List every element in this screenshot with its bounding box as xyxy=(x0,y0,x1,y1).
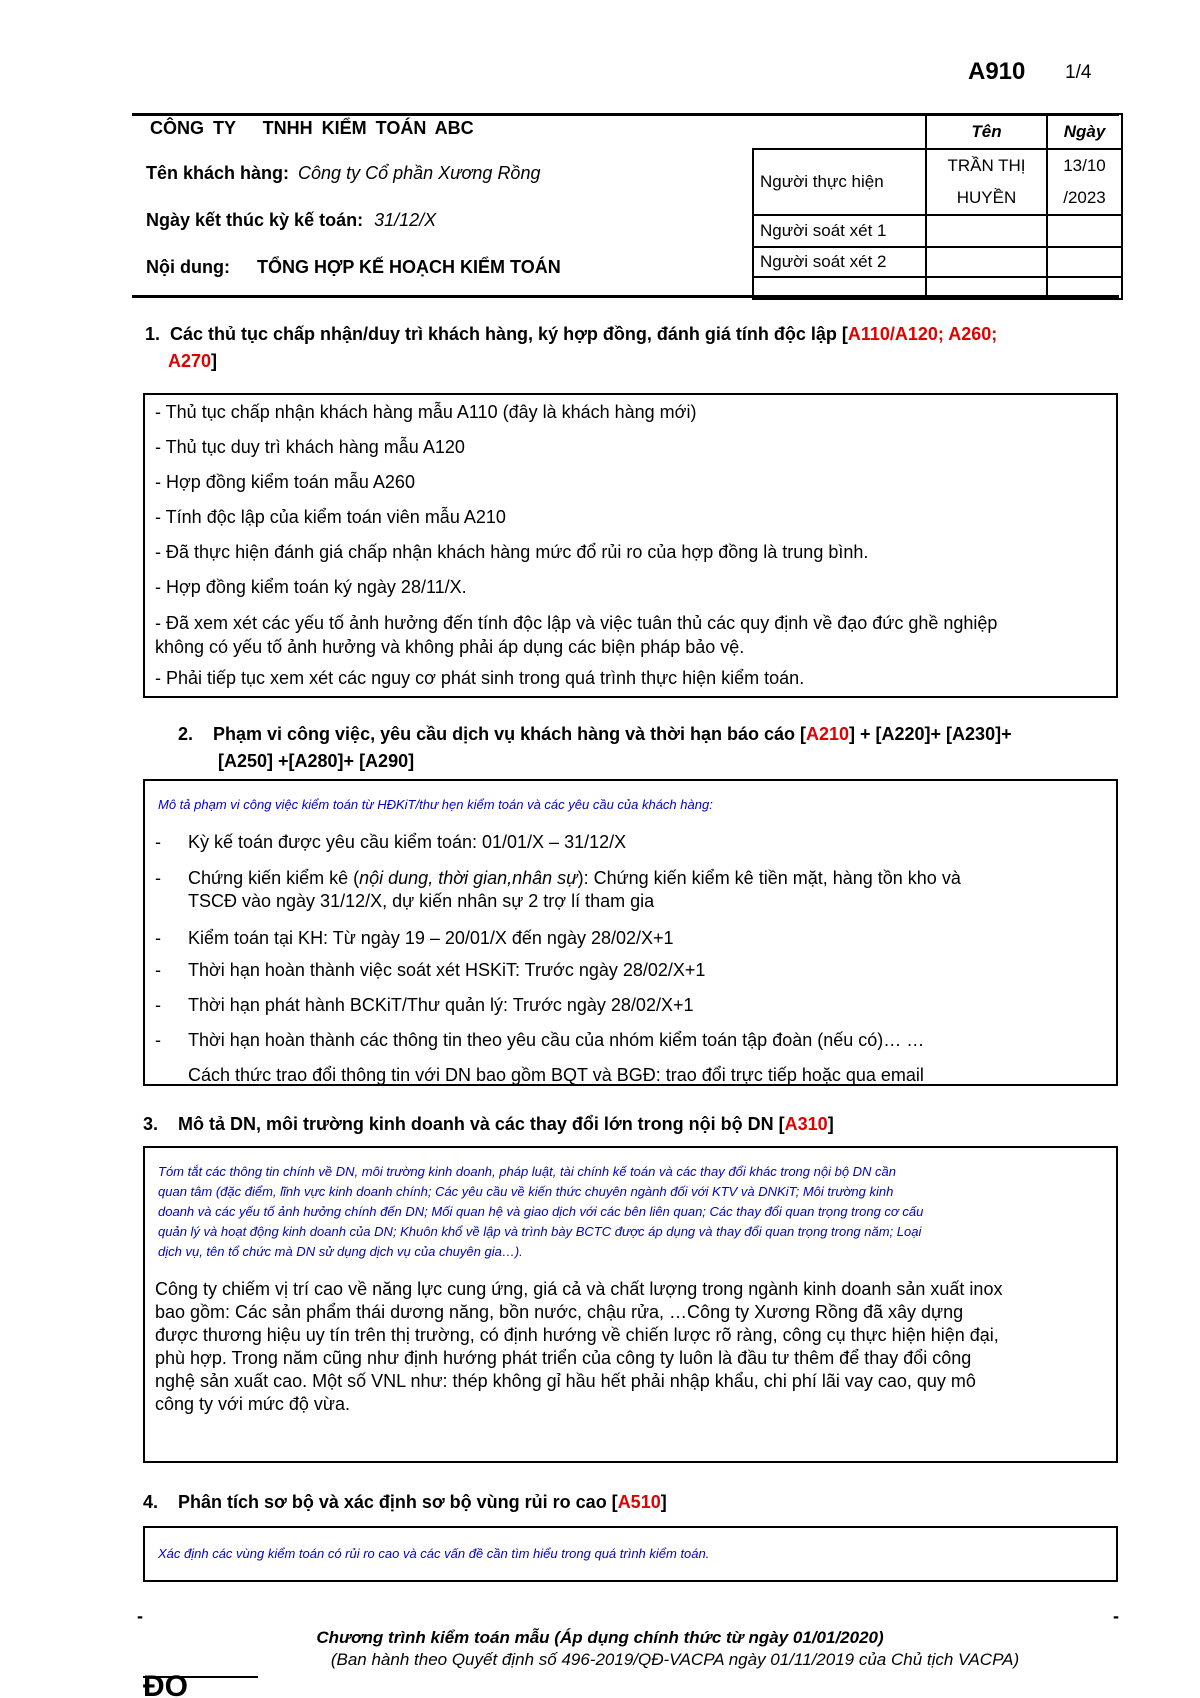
section4-ref: A510 xyxy=(617,1492,661,1512)
section3-note xyxy=(158,1162,1113,1262)
section4-note: Xác định các vùng kiểm toán có rủi ro cao và các vấn đề cần tìm hiểu trong quá trình kiểm toán. xyxy=(158,1546,710,1561)
footer-dash-right: - xyxy=(1113,1606,1119,1626)
section2-ref: A210 xyxy=(805,724,850,744)
section4-box xyxy=(143,1526,1118,1582)
section1-title-text: 1. Các thủ tục chấp nhận/duy trì khách hàng, ký hợp đồng, đánh giá tính độc lập [ xyxy=(145,324,848,344)
section1-line: không có yếu tố ảnh hưởng và không phải áp dụng các biện pháp bảo vệ. xyxy=(155,637,745,657)
section3-note-line: Tóm tắt các thông tin chính về DN, môi trường kinh doanh, pháp luật, tài chính kế toán và các thay đổi khác trong nội bộ DN cần xyxy=(158,1164,897,1179)
section3-body-line: bao gồm: Các sản phẩm thái dương năng, bồn nước, chậu rửa, …Công ty Xương Rồng đã xây dựng xyxy=(155,1302,964,1322)
bullet-dash: - xyxy=(155,928,161,948)
sign-col-name: Tên xyxy=(926,114,1047,149)
header-bottom-rule xyxy=(132,295,1119,298)
section1-box xyxy=(143,393,1118,698)
section1-line: - Đã thực hiện đánh giá chấp nhận khách hàng mức đổ rủi ro của hợp đồng là trung bình. xyxy=(155,542,869,562)
section2-bullets xyxy=(145,827,1105,1093)
section3-ref: A310 xyxy=(784,1114,828,1134)
section3-close: ] xyxy=(827,1114,834,1134)
company-name: CÔNG TY TNHH KIỂM TOÁN ABC xyxy=(150,118,474,138)
section1-ref2: A270 xyxy=(168,351,212,371)
section3-title-text: 3. Mô tả DN, môi trường kinh doanh và các thay đổi lớn trong nội bộ DN [ xyxy=(143,1114,785,1134)
section3-note-line: dịch vụ, tên tổ chức mà DN sử dụng dịch vụ của chuyên gia…). xyxy=(158,1244,523,1259)
section2-bullet xyxy=(145,923,1105,953)
section1-close: ] xyxy=(211,351,218,371)
client-value: Công ty Cổ phần Xương Rồng xyxy=(298,163,541,183)
section2-bullet xyxy=(145,953,1105,988)
footer-decision: (Ban hành theo Quyết định số 496-2019/QĐ-VACPA ngày 01/11/2019 của Chủ tịch VACPA) xyxy=(330,1650,1020,1669)
footer-mark: ĐO xyxy=(143,1670,188,1698)
section2-bullet-text: Thời hạn hoàn thành việc soát xét HSKiT: Trước ngày 28/02/X+1 xyxy=(188,960,706,980)
section2-bullet xyxy=(145,1023,1105,1058)
section1-lines xyxy=(155,395,997,696)
section2-exchange xyxy=(145,1058,1105,1093)
section1-line: - Tính độc lập của kiểm toán viên mẫu A210 xyxy=(155,507,506,527)
section1-title xyxy=(145,321,1125,375)
section2-note: Mô tả phạm vi công việc kiểm toán từ HĐKiT/thư hẹn kiểm toán và các yêu cầu của khách hàng: xyxy=(158,797,713,812)
section3-note-line: quan tâm (đặc điểm, lĩnh vực kinh doanh chính; Các yêu cầu về kiến thức chuyên ngành đối với KTV và DNKiT; Môi trường kinh xyxy=(158,1184,894,1199)
witness-italic: nội dung, thời gian,nhân sự xyxy=(359,868,578,888)
section2-bullet-text: Kỳ kế toán được yêu cầu kiểm toán: 01/01/X – 31/12/X xyxy=(188,832,627,852)
preparer-label: Người thực hiện xyxy=(753,149,926,215)
content-label: Nội dung: xyxy=(146,257,230,277)
reviewer1-label: Người soát xét 1 xyxy=(753,215,926,247)
section2-bullet-text: Thời hạn phát hành BCKiT/Thư quản lý: Trước ngày 28/02/X+1 xyxy=(188,995,694,1015)
section2-bullet-text: Thời hạn hoàn thành các thông tin theo yêu cầu của nhóm kiểm toán tập đoàn (nếu có)… … xyxy=(188,1030,925,1050)
period-label: Ngày kết thúc kỳ kế toán: xyxy=(146,210,364,230)
bullet-dash: - xyxy=(155,960,161,980)
sign-table-corner xyxy=(753,114,926,149)
footer-program-title: Chương trình kiểm toán mẫu (Áp dụng chính thức từ ngày 01/01/2020) xyxy=(316,1628,884,1647)
bullet-dash: - xyxy=(155,995,161,1015)
section1-ref: A110/A120; A260; xyxy=(847,324,998,344)
sign-off-table xyxy=(752,113,1123,300)
reviewer1-date xyxy=(1047,215,1122,247)
section2-bullet xyxy=(145,867,1105,913)
reviewer2-label: Người soát xét 2 xyxy=(753,247,926,277)
section3-body-line: công ty với mức độ vừa. xyxy=(155,1394,350,1414)
section3-body-line: được thương hiệu uy tín trên thị trường, có định hướng về chiến lược rõ ràng, công cụ thực hiện hiện đại, xyxy=(155,1325,999,1345)
section2-exchange-text: Cách thức trao đổi thông tin với DN bao gồm BQT và BGĐ: trao đổi trực tiếp hoặc qua email xyxy=(188,1065,924,1085)
section1-line: - Thủ tục duy trì khách hàng mẫu A120 xyxy=(155,437,465,457)
section2-bullet xyxy=(145,988,1105,1023)
section3-box xyxy=(143,1146,1118,1463)
reviewer1-name xyxy=(926,215,1047,247)
page-number: 1/4 xyxy=(1065,62,1092,83)
footer-dash-left: - xyxy=(137,1606,143,1626)
section3-note-line: doanh và các yếu tố ảnh hưởng chính đến DN; Mối quan hệ và giao dịch với các bên liên quan; Các thay đổi quan trọng trong cơ cấu xyxy=(158,1204,924,1219)
sign-col-date: Ngày xyxy=(1047,114,1122,149)
reviewer2-date xyxy=(1047,247,1122,277)
section3-body xyxy=(155,1278,1115,1416)
preparer-name-line2: HUYỀN xyxy=(956,188,1017,207)
bullet-dash: - xyxy=(155,832,161,852)
section2-title-suffix: ] + [A220]+ [A230]+ xyxy=(849,724,1012,744)
witness-line2: TSCĐ vào ngày 31/12/X, dự kiến nhân sự 2 trợ lí tham gia xyxy=(188,891,655,911)
section2-title-text: 2. Phạm vi công việc, yêu cầu dịch vụ khách hàng và thời hạn báo cáo [ xyxy=(178,724,806,744)
section4-title-text: 4. Phân tích sơ bộ và xác định sơ bộ vùng rủi ro cao [ xyxy=(143,1492,618,1512)
witness-suffix: ): Chứng kiến kiểm kê tiền mặt, hàng tồn kho và xyxy=(577,868,961,888)
period-value: 31/12/X xyxy=(374,210,437,230)
preparer-name-line1: TRẦN THỊ xyxy=(947,156,1026,175)
section3-body-line: Công ty chiếm vị trí cao về năng lực cung ứng, giá cả và chất lượng trong ngành kinh doanh sản xuất inox xyxy=(155,1279,1003,1299)
section1-line: - Hợp đồng kiểm toán ký ngày 28/11/X. xyxy=(155,577,467,597)
section3-body-line: nghệ sản xuất cao. Một số VNL như: thép không gỉ hầu hết phải nhập khẩu, chi phí lãi vay cao, quy mô xyxy=(155,1371,976,1391)
section3-note-line: quản lý và hoạt động kinh doanh của DN; Khuôn khổ về lập và trình bày BCTC được áp dụng và thay đổi quan trọng trong năm; Loại xyxy=(158,1224,922,1239)
preparer-date-line2: /2023 xyxy=(1063,188,1106,207)
section4-close: ] xyxy=(660,1492,667,1512)
section1-line: - Phải tiếp tục xem xét các nguy cơ phát sinh trong quá trình thực hiện kiểm toán. xyxy=(155,668,805,688)
section4-title xyxy=(143,1489,667,1516)
witness-prefix: Chứng kiến kiểm kê ( xyxy=(188,868,360,888)
section2-title xyxy=(178,721,1128,775)
content-value: TỔNG HỢP KẾ HOẠCH KIỂM TOÁN xyxy=(257,257,561,277)
reviewer2-name xyxy=(926,247,1047,277)
section2-bullet xyxy=(145,827,1105,857)
section2-title-line2: [A250] +[A280]+ [A290] xyxy=(218,751,415,771)
section3-title xyxy=(143,1111,834,1138)
preparer-name xyxy=(926,149,1047,215)
client-label: Tên khách hàng: xyxy=(146,163,290,183)
client-row xyxy=(146,163,540,184)
preparer-date xyxy=(1047,149,1122,215)
content-row xyxy=(146,257,561,278)
section2-box xyxy=(143,779,1118,1086)
section2-onsite: Kiểm toán tại KH: Từ ngày 19 – 20/01/X đến ngày 28/02/X+1 xyxy=(188,928,674,948)
section3-body-line: phù hợp. Trong năm cũng như định hướng phát triển của công ty luôn là đầu tư thêm để thay đổi công xyxy=(155,1348,972,1368)
section1-line: - Hợp đồng kiểm toán mẫu A260 xyxy=(155,472,415,492)
section1-line: - Thủ tục chấp nhận khách hàng mẫu A110 (đây là khách hàng mới) xyxy=(155,402,697,422)
bullet-dash: - xyxy=(155,1030,161,1050)
document-code: A910 xyxy=(968,58,1026,85)
period-row xyxy=(146,210,436,231)
section1-line: - Đã xem xét các yếu tố ảnh hưởng đến tính độc lập và việc tuân thủ các quy định về đạo đức ghề nghiệp xyxy=(155,613,998,633)
bullet-dash: - xyxy=(155,868,161,888)
preparer-date-line1: 13/10 xyxy=(1063,156,1106,175)
